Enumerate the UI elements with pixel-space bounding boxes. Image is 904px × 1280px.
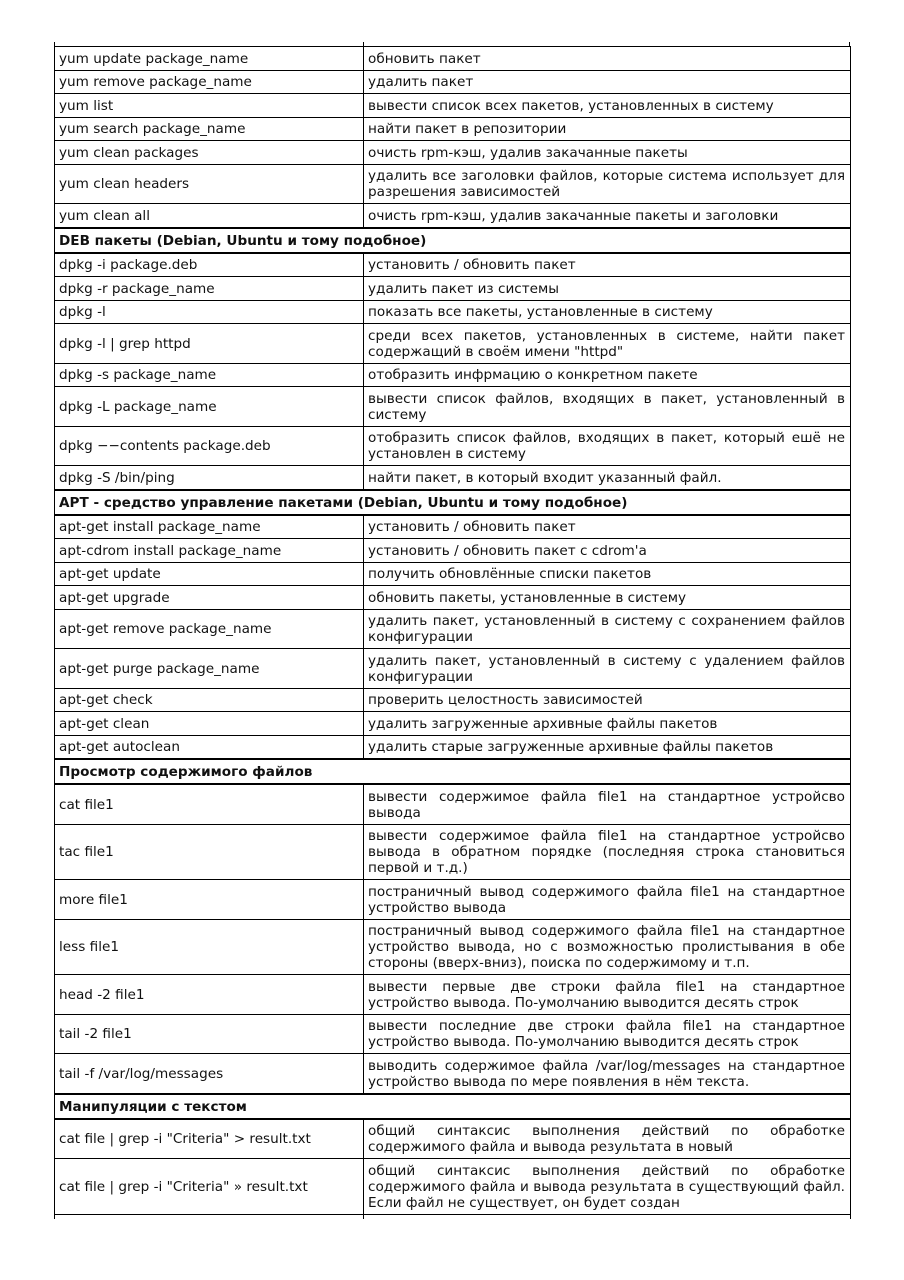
command-cell: dpkg -s package_name <box>55 363 364 387</box>
command-cell: yum list <box>55 94 364 118</box>
table-row <box>55 1119 851 1159</box>
description-cell: найти пакет, в который входит указанный файл. <box>364 466 851 490</box>
table-row <box>55 649 851 689</box>
description-cell: отобразить инфрмацию о конкретном пакете <box>364 363 851 387</box>
command-cell: apt-get clean <box>55 712 364 736</box>
table-row <box>55 94 851 118</box>
table-row <box>55 712 851 736</box>
table-row <box>55 47 851 71</box>
empty-cell <box>55 1214 364 1219</box>
description-cell: обновить пакет <box>364 47 851 71</box>
table-row <box>55 586 851 610</box>
section-header-row <box>55 490 851 515</box>
description-cell: отобразить список файлов, входящих в пакет, который ешё не установлен в систему <box>364 426 851 466</box>
table-row <box>55 975 851 1015</box>
section-header-row <box>55 228 851 253</box>
description-cell: вывести первые две строки файла file1 на стандартное устройство вывода. По-умолчанию выводится десять строк <box>364 975 851 1015</box>
command-cell: apt-get purge package_name <box>55 649 364 689</box>
table-row <box>55 784 851 824</box>
description-cell: постраничный вывод содержимого файла file1 на стандартное устройство вывода, но с возможностью пролистывания в обе стороны (вверх-вниз), поиска по содержимому и т.п. <box>364 919 851 975</box>
command-cell: tail -f /var/log/messages <box>55 1054 364 1094</box>
command-cell: dpkg -l <box>55 300 364 324</box>
command-cell: dpkg -L package_name <box>55 387 364 427</box>
command-table <box>54 46 851 1219</box>
table-row <box>55 70 851 94</box>
table-continuation-bottom <box>55 1214 851 1219</box>
table-row <box>55 688 851 712</box>
table-row <box>55 1054 851 1094</box>
command-cell: apt-cdrom install package_name <box>55 539 364 563</box>
table-row <box>55 824 851 880</box>
command-cell: cat file1 <box>55 784 364 824</box>
description-cell: удалить пакет <box>364 70 851 94</box>
description-cell: получить обновлённые списки пакетов <box>364 562 851 586</box>
description-cell: общий синтаксис выполнения действий по обработке содержимого файла и вывода результата в новый <box>364 1119 851 1159</box>
description-cell: найти пакет в репозитории <box>364 117 851 141</box>
command-cell: yum clean packages <box>55 141 364 165</box>
description-cell: удалить пакет, установленный в систему с удалением файлов конфигурации <box>364 649 851 689</box>
table-row <box>55 1159 851 1215</box>
section-title: DEB пакеты (Debian, Ubuntu и тому подобное) <box>55 228 851 253</box>
command-cell: dpkg -r package_name <box>55 277 364 301</box>
description-cell: вывести содержимое файла file1 на стандартное устройсво вывода в обратном порядке (последняя строка становиться первой и т.д.) <box>364 824 851 880</box>
table-row <box>55 539 851 563</box>
table-row <box>55 253 851 277</box>
command-cell: head -2 file1 <box>55 975 364 1015</box>
table-row <box>55 324 851 364</box>
command-cell: dpkg -l | grep httpd <box>55 324 364 364</box>
command-cell: dpkg −−contents package.deb <box>55 426 364 466</box>
section-title: Манипуляции с текстом <box>55 1094 851 1119</box>
document-page <box>54 42 850 1219</box>
command-cell: more file1 <box>55 880 364 920</box>
command-cell: tac file1 <box>55 824 364 880</box>
table-row <box>55 609 851 649</box>
table-row <box>55 164 851 204</box>
description-cell: удалить старые загруженные архивные файлы пакетов <box>364 735 851 759</box>
table-continuation-top <box>54 42 850 46</box>
section-header-row <box>55 1094 851 1119</box>
command-table-body <box>55 47 851 1219</box>
command-cell: apt-get update <box>55 562 364 586</box>
table-row <box>55 300 851 324</box>
command-cell: yum clean all <box>55 204 364 228</box>
table-row <box>55 426 851 466</box>
command-cell: apt-get check <box>55 688 364 712</box>
command-cell: apt-get remove package_name <box>55 609 364 649</box>
description-cell: общий синтаксис выполнения действий по обработке содержимого файла и вывода результата в существующий файл. Если файл не существует, он будет создан <box>364 1159 851 1215</box>
description-cell: удалить все заголовки файлов, которые система использует для разрешения зависимостей <box>364 164 851 204</box>
table-row <box>55 363 851 387</box>
command-cell: yum clean headers <box>55 164 364 204</box>
description-cell: обновить пакеты, установленные в систему <box>364 586 851 610</box>
table-row <box>55 141 851 165</box>
description-cell: среди всех пакетов, установленных в системе, найти пакет содержащий в своём имени "httpd" <box>364 324 851 364</box>
table-row <box>55 387 851 427</box>
description-cell: выводить содержимое файла /var/log/messages на стандартное устройство вывода по мере появления в нём текста. <box>364 1054 851 1094</box>
description-cell: постраничный вывод содержимого файла file1 на стандартное устройство вывода <box>364 880 851 920</box>
command-cell: cat file | grep -i "Criteria" » result.txt <box>55 1159 364 1215</box>
description-cell: удалить пакет, установленный в систему с сохранением файлов конфигурации <box>364 609 851 649</box>
command-cell: less file1 <box>55 919 364 975</box>
table-row <box>55 1014 851 1054</box>
section-title: Просмотр содержимого файлов <box>55 759 851 784</box>
table-row <box>55 919 851 975</box>
description-cell: удалить пакет из системы <box>364 277 851 301</box>
command-cell: dpkg -i package.deb <box>55 253 364 277</box>
table-row <box>55 562 851 586</box>
description-cell: удалить загруженные архивные файлы пакетов <box>364 712 851 736</box>
command-cell: apt-get autoclean <box>55 735 364 759</box>
command-cell: yum search package_name <box>55 117 364 141</box>
table-row <box>55 466 851 490</box>
command-cell: apt-get install package_name <box>55 515 364 539</box>
command-cell: yum remove package_name <box>55 70 364 94</box>
description-cell: установить / обновить пакет <box>364 515 851 539</box>
command-cell: yum update package_name <box>55 47 364 71</box>
description-cell: вывести список всех пакетов, установленных в систему <box>364 94 851 118</box>
table-row <box>55 204 851 228</box>
table-row <box>55 117 851 141</box>
command-cell: dpkg -S /bin/ping <box>55 466 364 490</box>
description-cell: установить / обновить пакет с cdrom'а <box>364 539 851 563</box>
description-cell: очисть rpm-кэш, удалив закачанные пакеты и заголовки <box>364 204 851 228</box>
command-cell: tail -2 file1 <box>55 1014 364 1054</box>
table-row <box>55 880 851 920</box>
description-cell: проверить целостность зависимостей <box>364 688 851 712</box>
table-row <box>55 277 851 301</box>
table-row <box>55 735 851 759</box>
description-cell: очисть rpm-кэш, удалив закачанные пакеты <box>364 141 851 165</box>
section-title: APT - средство управление пакетами (Debian, Ubuntu и тому подобное) <box>55 490 851 515</box>
section-header-row <box>55 759 851 784</box>
description-cell: установить / обновить пакет <box>364 253 851 277</box>
description-cell: вывести последние две строки файла file1 на стандартное устройство вывода. По-умолчанию выводится десять строк <box>364 1014 851 1054</box>
description-cell: вывести содержимое файла file1 на стандартное устройсво вывода <box>364 784 851 824</box>
description-cell: показать все пакеты, установленные в систему <box>364 300 851 324</box>
command-cell: apt-get upgrade <box>55 586 364 610</box>
table-row <box>55 515 851 539</box>
command-cell: cat file | grep -i "Criteria" > result.txt <box>55 1119 364 1159</box>
empty-cell <box>364 1214 851 1219</box>
description-cell: вывести список файлов, входящих в пакет, установленный в систему <box>364 387 851 427</box>
